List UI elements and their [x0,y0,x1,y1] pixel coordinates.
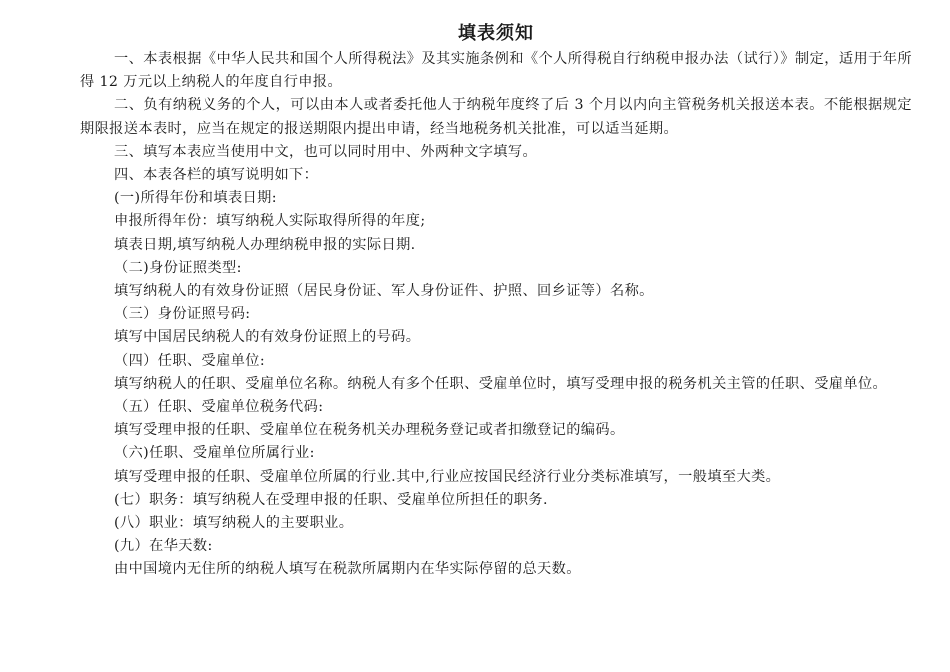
item-text: 申报所得年份：填写纳税人实际取得所得的年度; [114,213,426,230]
item-text: 填写中国居民纳税人的有效身份证照上的号码。 [114,329,421,346]
paragraph-2: 二、负有纳税义务的个人，可以由本人或者委托他人于纳税年度终了后 3 个月以内向主管税务机关报送本表。不能根据规定期限报送本表时，应当在规定的报送期限内提出申请，经当地税务机关批准，可以适当延期。 [80,97,912,137]
paragraph-3: 三、填写本表应当使用中文，也可以同时用中、外两种文字填写。 [114,143,538,160]
item-text: 填写纳税人的任职、受雇单位名称。纳税人有多个任职、受雇单位时，填写受理申报的税务机关主管的任职、受雇单位。 [114,375,888,392]
item-text: 填写受理申报的任职、受雇单位在税务机关办理税务登记或者扣缴登记的编码。 [114,422,625,439]
item-heading-6: （六)任职、受雇单位所属行业: [114,445,315,462]
item-heading-5: （五）任职、受雇单位税务代码: [114,399,324,416]
item-heading-9: (九）在华天数: [114,538,213,555]
item-heading-4: （四）任职、受雇单位: [114,352,266,369]
item-text: 填表日期,填写纳税人办理纳税申报的实际日期. [114,236,416,253]
document-title: 填表须知 [458,23,534,44]
item-heading-3: （三）身份证照号码: [114,306,251,323]
document-page [80,22,912,582]
item-heading-1: (一)所得年份和填表日期: [114,190,277,207]
item-text: 由中国境内无住所的纳税人填写在税款所属期内在华实际停留的总天数。 [114,561,581,578]
item-text: 填写受理申报的任职、受雇单位所属的行业.其中,行业应按国民经济行业分类标准填写，一般填至大类。 [114,468,781,485]
paragraph-4: 四、本表各栏的填写说明如下： [114,167,319,184]
paragraph-1: 一、本表根据《中华人民共和国个人所得税法》及其实施条例和《个人所得税自行纳税申报办法（试行）》制定，适用于年所得 12 万元以上纳税人的年度自行申报。 [80,51,912,91]
item-text: 填写纳税人的有效身份证照（居民身份证、军人身份证件、护照、回乡证等）名称。 [114,283,654,300]
item-heading-7: (七）职务：填写纳税人在受理申报的任职、受雇单位所担任的职务. [114,491,548,508]
item-heading-2: （二)身份证照类型: [114,259,242,276]
item-heading-8: (八）职业：填写纳税人的主要职业。 [114,515,354,532]
